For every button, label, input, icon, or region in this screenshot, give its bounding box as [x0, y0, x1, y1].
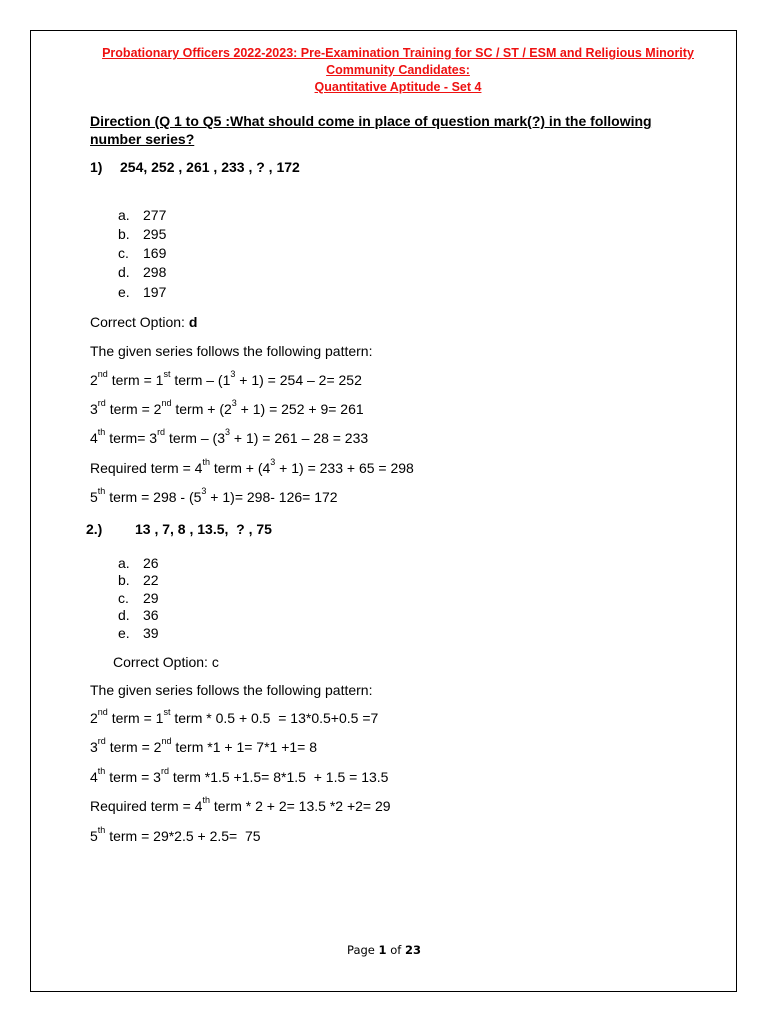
q1-step-2: 3rd term = 2nd term + $(2^3 + 1) = 252 + 9= 261$ [90, 398, 364, 417]
q2-option-c: c. 29 [118, 590, 159, 606]
q2-required-term: Required term = 4th term * 2 + 2= 13.5 *2 +2= 29 [90, 795, 391, 814]
header-line-2: Community Candidates: [326, 63, 470, 77]
q1-step-3: 4th term= 3rd term – $(3^3 + 1) = 261 - 28 = 233$ [90, 427, 369, 446]
q2-step-3: 4th term = 3rd term *1.5 +1.5= 8*1.5 + 1.5 = 13.5 [90, 766, 389, 785]
header-line-1: Probationary Officers 2022-2023: Pre-Examination Training for SC / ST / ESM and Religious Minority [102, 46, 694, 60]
q1-option-b: b. 295 [118, 226, 167, 242]
q1-step-1: 2nd term = 1st term – $(1^3 + 1) = 254 - 2= 252$ [90, 369, 362, 388]
q1-step-5: 5th term = $298 - (5^3 + 1)= 298-$ 126= 172 [90, 486, 338, 505]
q1-option-c: c. 169 [118, 245, 167, 261]
q2-option-d: d. 36 [118, 607, 159, 623]
q1-option-e: e. 197 [118, 284, 167, 300]
q1-option-d: d. 298 [118, 264, 167, 280]
q1-series: 254, 252 , 261 , 233 , ? , 172 [120, 159, 300, 175]
q2-option-b: b. 22 [118, 572, 159, 588]
q2-series: 13 , 7, 8 , 13.5, ? , 75 [135, 521, 272, 537]
q2-option-a: a. 26 [118, 555, 159, 571]
q2-option-e: e. 39 [118, 625, 159, 641]
q2-step-5: 5th term = 29*2.5 + 2.5= 75 [90, 825, 261, 844]
direction-text: Direction (Q 1 to Q5 :What should come in place of question mark(?) in the following number series? [90, 113, 652, 147]
q2-step-2: 3rd term = 2nd term *1 + 1= 7*1 +1= 8 [90, 736, 318, 755]
page-number: Page 1 of 23 [347, 943, 421, 957]
q2-number: 2.) [86, 521, 103, 537]
q1-required-term: Required term = 4th term + $(4^3 + 1) = 233 + 65 = 298$ [90, 457, 414, 476]
q2-step-1: 2nd term = 1st term * 0.5 + 0.5 = 13*0.5+0.5 =7 [90, 707, 379, 726]
q2-correct-option: Correct Option: c [113, 654, 219, 670]
header-line-3: Quantitative Aptitude - Set 4 [314, 80, 482, 94]
q1-pattern-intro: The given series follows the following pattern: [90, 343, 373, 359]
q1-number: 1) [90, 159, 103, 175]
q2-pattern-intro: The given series follows the following pattern: [90, 682, 373, 698]
q1-option-a: a. 277 [118, 207, 167, 223]
q1-correct-option: Correct Option: d [90, 314, 198, 330]
